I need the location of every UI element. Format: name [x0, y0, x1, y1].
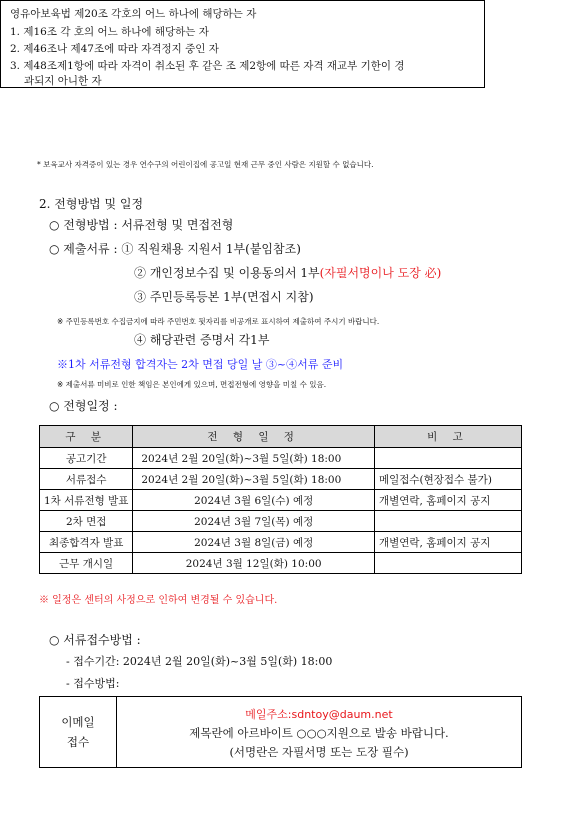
email-label [40, 697, 117, 767]
table-row [40, 490, 522, 511]
row-note: 메일접수(현장접수 불가) [374, 469, 521, 490]
email-signature-note: (서명란은 자필서명 또는 도장 필수) [229, 745, 409, 759]
section-heading: 2. 전형방법 및 일정 [39, 197, 144, 211]
row-note [374, 511, 521, 532]
email-address[interactable]: 메일주소:sdntoy@daum.net [245, 708, 393, 721]
row-date: 2024년 3월 6일(수) 예정 [133, 490, 375, 511]
row-name: 2차 면접 [40, 511, 133, 532]
row-name: 공고기간 [40, 448, 133, 469]
email-label-line: 이메일 [61, 715, 95, 729]
doc2-required-note: (자필서명이나 도장 必) [319, 266, 442, 280]
disqualification-item: 2. 제46조나 제47조에 따라 자격정지 중인 자 [10, 43, 219, 55]
responsibility-note: ※ 제출서류 미비로 인한 책임은 본인에게 있으며, 면접전형에 영향을 미칠 수 있음. [57, 380, 327, 389]
row-date: 2024년 3월 8일(금) 예정 [133, 532, 375, 553]
row-date: 2024년 2월 20일(화)~3월 5일(화) 18:00 [133, 448, 375, 469]
submission-label: ○ 서류접수방법 : [49, 633, 141, 647]
email-instruction: 제목란에 아르바이트 ○○○지원으로 발송 바랍니다. [189, 726, 449, 740]
header-schedule: 전 형 일 정 [133, 426, 375, 448]
table-row [40, 511, 522, 532]
table-row [40, 448, 522, 469]
row-note: 개별연락, 홈페이지 공지 [374, 490, 521, 511]
table-row [40, 532, 522, 553]
table-header-row [40, 426, 522, 448]
disqualification-note: * 보육교사 자격증이 있는 경우 연수구의 어린이집에 공고일 현재 근무 중인 사람은 지원할 수 없습니다. [37, 160, 374, 169]
disqualification-item: 3. 제48조제1항에 따라 자격이 취소된 후 같은 조 제2항에 따른 자격 재교부 기한이 경 [10, 60, 405, 72]
schedule-table [39, 425, 522, 574]
disqualification-title: 영유아보육법 제20조 각호의 어느 하나에 해당하는 자 [10, 8, 257, 20]
docs-line-1: ○ 제출서류 : ① 직원채용 지원서 1부(붙임참조) [49, 242, 301, 256]
row-date: 2024년 3월 12일(화) 10:00 [133, 553, 375, 574]
row-note [374, 448, 521, 469]
email-box [39, 696, 522, 768]
resident-number-note: ※ 주민등록번호 수집금지에 따라 주민번호 뒷자리를 비공개로 표시하여 제출하여 주시기 바랍니다. [57, 317, 380, 326]
docs-line-4: ④ 해당관련 증명서 각1부 [134, 333, 270, 347]
table-row [40, 469, 522, 490]
row-name: 근무 개시일 [40, 553, 133, 574]
row-note: 개별연락, 홈페이지 공지 [374, 532, 521, 553]
header-category: 구 분 [40, 426, 133, 448]
docs-line-2 [134, 264, 441, 281]
row-date: 2024년 3월 7일(목) 예정 [133, 511, 375, 532]
email-label-line: 접수 [66, 735, 90, 749]
method-line: ○ 전형방법 : 서류전형 및 면접전형 [49, 218, 234, 232]
row-name: 서류접수 [40, 469, 133, 490]
submission-period: - 접수기간: 2024년 2월 20일(화)~3월 5일(화) 18:00 [66, 655, 333, 668]
disqualification-item: 과되지 아니한 자 [24, 75, 102, 87]
header-remarks: 비 고 [374, 426, 521, 448]
schedule-label: ○ 전형일정 : [49, 399, 118, 413]
docs-line-3: ③ 주민등록등본 1부(면접시 지참) [134, 290, 314, 304]
row-name: 1차 서류전형 발표 [40, 490, 133, 511]
row-note [374, 553, 521, 574]
table-row [40, 553, 522, 574]
blue-notice: ※1차 서류전형 합격자는 2차 면접 당일 날 ③~④서류 준비 [57, 358, 344, 371]
disqualification-box [0, 0, 485, 88]
row-date: 2024년 2월 20일(화)~3월 5일(화) 18:00 [133, 469, 375, 490]
submission-method: - 접수방법: [66, 677, 120, 690]
doc2-text: ② 개인정보수집 및 이용동의서 1부 [134, 266, 320, 280]
schedule-footnote: ※ 일정은 센터의 사정으로 인하여 변경될 수 있습니다. [39, 595, 278, 606]
row-name: 최종합격자 발표 [40, 532, 133, 553]
disqualification-item: 1. 제16조 각 호의 어느 하나에 해당하는 자 [10, 26, 209, 38]
email-body [117, 697, 521, 767]
